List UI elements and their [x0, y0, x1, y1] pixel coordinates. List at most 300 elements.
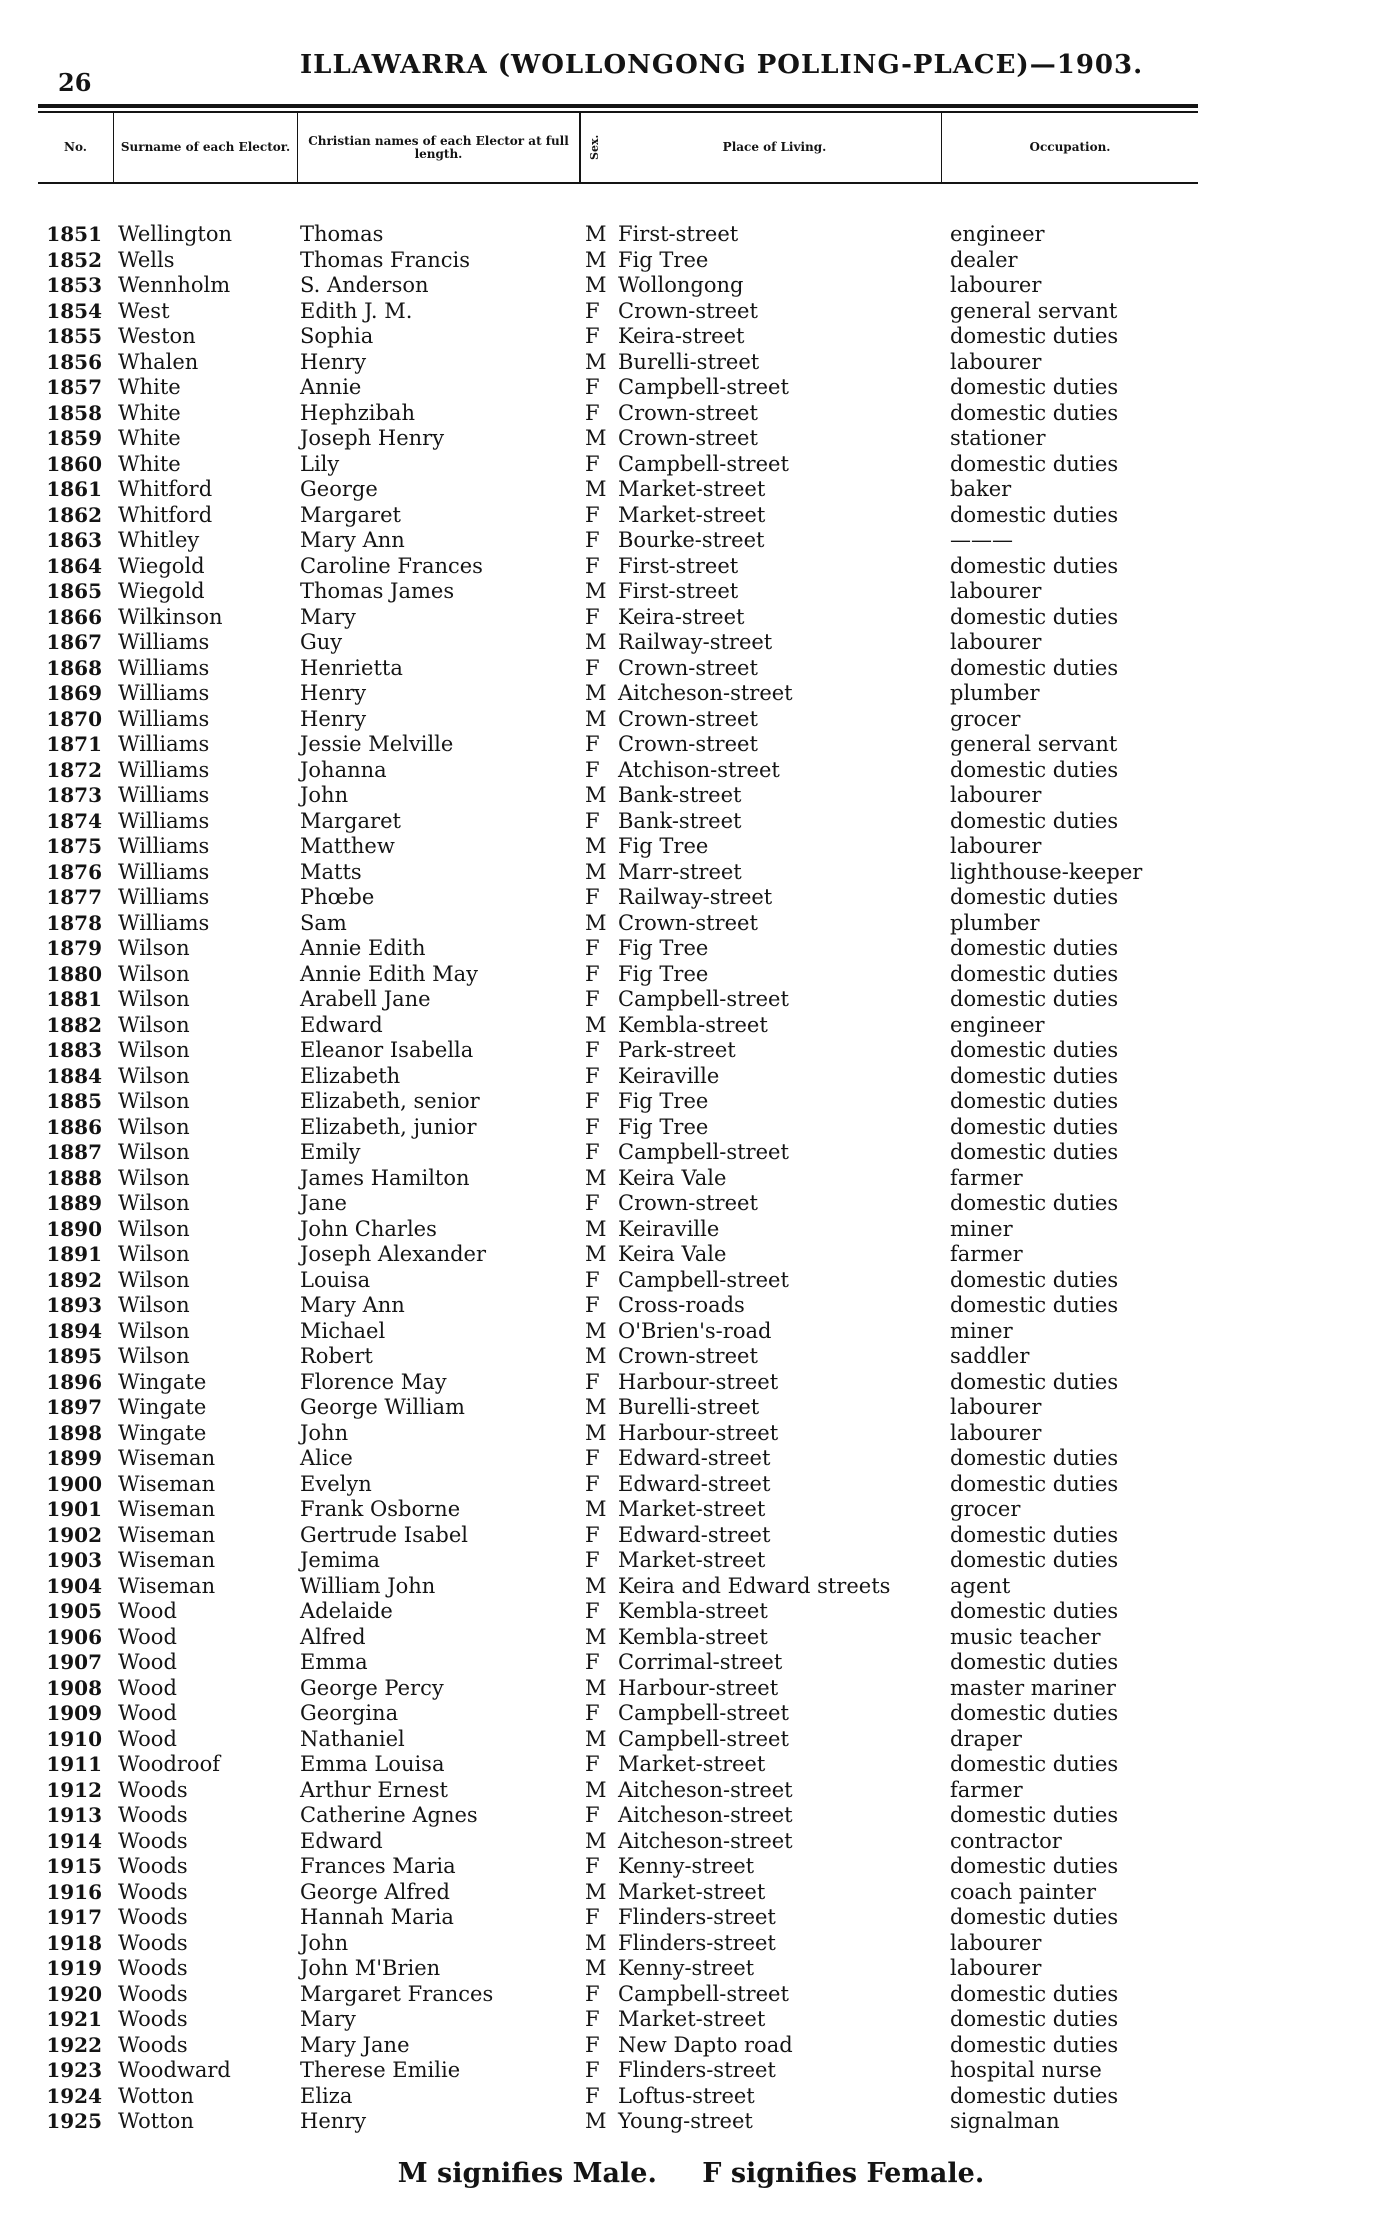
- table-row: [0, 681, 1382, 707]
- elector-place-of-living: Bank-street: [618, 783, 742, 807]
- elector-place-of-living: Crown-street: [618, 910, 758, 935]
- elector-sex: F: [585, 1267, 600, 1292]
- elector-occupation: domestic duties: [950, 2032, 1119, 2057]
- elector-place-of-living: Keira-street: [618, 324, 745, 348]
- elector-christian-names: Elizabeth, senior: [300, 1089, 480, 1113]
- elector-occupation: miner: [950, 1318, 1013, 1343]
- elector-number: 1872: [46, 757, 102, 782]
- elector-christian-names: Arthur Ernest: [300, 1777, 448, 1802]
- elector-occupation: domestic duties: [950, 1140, 1119, 1164]
- elector-place-of-living: Keira Vale: [618, 1165, 727, 1190]
- elector-sex: F: [585, 936, 600, 960]
- elector-occupation: domestic duties: [950, 655, 1119, 680]
- elector-number: 1868: [46, 655, 102, 680]
- elector-christian-names: Annie: [300, 375, 362, 399]
- elector-sex: M: [585, 1624, 607, 1649]
- elector-sex: F: [585, 1293, 600, 1317]
- elector-surname: Wiseman: [118, 1522, 216, 1547]
- elector-number: 1909: [46, 1701, 102, 1725]
- elector-occupation: domestic duties: [950, 1191, 1119, 1215]
- table-row: [0, 1115, 1382, 1141]
- table-row: [0, 1319, 1382, 1345]
- table-row: [0, 1497, 1382, 1523]
- elector-christian-names: Mary: [300, 604, 356, 629]
- elector-christian-names: Joseph Henry: [300, 426, 445, 450]
- elector-sex: M: [585, 1344, 607, 1368]
- elector-surname: Wilkinson: [118, 604, 223, 629]
- elector-place-of-living: Edward-street: [618, 1446, 771, 1470]
- elector-number: 1896: [46, 1369, 102, 1394]
- elector-surname: Wilson: [118, 1191, 190, 1215]
- sex-legend: [0, 2158, 1382, 2189]
- table-row: [0, 1293, 1382, 1319]
- elector-surname: Williams: [118, 757, 210, 782]
- table-row: [0, 248, 1382, 274]
- table-row: [0, 2058, 1382, 2084]
- elector-sex: M: [585, 834, 607, 858]
- table-row: [0, 1548, 1382, 1574]
- elector-christian-names: Jane: [300, 1191, 347, 1215]
- elector-sex: M: [585, 1675, 607, 1700]
- elector-place-of-living: Campbell-street: [618, 1267, 789, 1292]
- elector-sex: M: [585, 349, 607, 374]
- table-row: [0, 1676, 1382, 1702]
- table-row: [0, 860, 1382, 886]
- elector-sex: F: [585, 808, 600, 833]
- table-row: [0, 605, 1382, 631]
- elector-occupation: labourer: [950, 1420, 1042, 1445]
- elector-sex: F: [585, 451, 600, 476]
- elector-surname: Wilson: [118, 1089, 190, 1113]
- elector-christian-names: Thomas: [300, 222, 384, 246]
- elector-surname: Wilson: [118, 1216, 190, 1241]
- legend-female: F signifies Female.: [702, 2158, 985, 2189]
- elector-surname: Woods: [118, 1981, 188, 2006]
- elector-number: 1867: [46, 630, 102, 654]
- elector-christian-names: Hannah Maria: [300, 1905, 454, 1929]
- elector-christian-names: Mary Ann: [300, 528, 405, 552]
- elector-occupation: labourer: [950, 1930, 1042, 1955]
- elector-occupation: agent: [950, 1573, 1011, 1598]
- elector-surname: Wiegold: [118, 553, 205, 578]
- elector-number: 1902: [46, 1522, 102, 1547]
- table-row: [0, 911, 1382, 937]
- elector-surname: White: [118, 400, 181, 425]
- elector-place-of-living: Crown-street: [618, 1344, 758, 1368]
- elector-sex: F: [585, 1548, 600, 1572]
- elector-occupation: domestic duties: [950, 2007, 1119, 2031]
- elector-number: 1863: [46, 528, 102, 552]
- elector-occupation: farmer: [950, 1242, 1023, 1266]
- elector-sex: M: [585, 1828, 607, 1853]
- table-row: [0, 426, 1382, 452]
- elector-surname: Wotton: [118, 2083, 194, 2108]
- table-header: [38, 104, 1198, 184]
- elector-surname: Wells: [118, 247, 175, 272]
- elector-sex: M: [585, 1497, 607, 1521]
- column-header-no: No.: [38, 113, 114, 182]
- elector-sex: F: [585, 324, 600, 348]
- elector-number: 1860: [46, 451, 102, 476]
- elector-surname: Wennholm: [118, 273, 231, 297]
- elector-occupation: domestic duties: [950, 1701, 1119, 1725]
- table-row: [0, 1344, 1382, 1370]
- elector-occupation: ———: [950, 528, 1013, 552]
- elector-occupation: domestic duties: [950, 1038, 1119, 1062]
- elector-christian-names: Robert: [300, 1344, 373, 1368]
- elector-sex: M: [585, 910, 607, 935]
- elector-number: 1878: [46, 910, 102, 935]
- elector-sex: F: [585, 2032, 600, 2057]
- elector-surname: Wilson: [118, 936, 190, 960]
- elector-place-of-living: Fig Tree: [618, 936, 709, 960]
- elector-sex: F: [585, 1522, 600, 1547]
- elector-sex: F: [585, 375, 600, 399]
- elector-occupation: domestic duties: [950, 1803, 1119, 1827]
- table-row: [0, 707, 1382, 733]
- elector-sex: F: [585, 655, 600, 680]
- elector-occupation: labourer: [950, 349, 1042, 374]
- elector-place-of-living: Campbell-street: [618, 987, 789, 1011]
- elector-sex: F: [585, 1191, 600, 1215]
- elector-place-of-living: Loftus-street: [618, 2083, 755, 2108]
- elector-number: 1882: [46, 1012, 102, 1037]
- elector-sex: M: [585, 579, 607, 603]
- elector-occupation: signalman: [950, 2109, 1060, 2133]
- elector-place-of-living: Harbour-street: [618, 1420, 779, 1445]
- elector-occupation: stationer: [950, 426, 1046, 450]
- elector-number: 1874: [46, 808, 102, 833]
- elector-number: 1852: [46, 247, 102, 272]
- elector-surname: Wiseman: [118, 1573, 216, 1598]
- column-header-occupation: Occupation.: [1029, 140, 1111, 154]
- elector-surname: Williams: [118, 910, 210, 935]
- elector-number: 1904: [46, 1573, 102, 1598]
- elector-surname: Woods: [118, 1854, 188, 1878]
- elector-place-of-living: Fig Tree: [618, 1114, 709, 1139]
- elector-place-of-living: Campbell-street: [618, 1701, 789, 1725]
- elector-christian-names: Thomas James: [300, 579, 455, 603]
- elector-christian-names: Mary: [300, 2007, 356, 2031]
- elector-christian-names: Evelyn: [300, 1471, 372, 1496]
- elector-occupation: farmer: [950, 1165, 1023, 1190]
- elector-surname: Williams: [118, 706, 210, 731]
- table-row: [0, 528, 1382, 554]
- elector-sex: F: [585, 1599, 600, 1623]
- elector-christian-names: George: [300, 477, 378, 501]
- elector-occupation: plumber: [950, 681, 1040, 705]
- elector-christian-names: John: [300, 783, 349, 807]
- elector-surname: Williams: [118, 885, 210, 909]
- elector-sex: M: [585, 1012, 607, 1037]
- table-row: [0, 1854, 1382, 1880]
- table-row: [0, 987, 1382, 1013]
- elector-christian-names: Henry: [300, 681, 367, 705]
- elector-place-of-living: Campbell-street: [618, 451, 789, 476]
- elector-surname: Whitford: [118, 502, 213, 527]
- elector-christian-names: Gertrude Isabel: [300, 1522, 468, 1547]
- elector-number: 1879: [46, 936, 102, 960]
- elector-surname: Whalen: [118, 349, 199, 374]
- elector-number: 1880: [46, 961, 102, 986]
- elector-sex: M: [585, 247, 607, 272]
- elector-surname: Wood: [118, 1701, 177, 1725]
- table-row: [0, 1727, 1382, 1753]
- elector-sex: F: [585, 604, 600, 629]
- elector-christian-names: Henry: [300, 349, 367, 374]
- elector-occupation: coach painter: [950, 1879, 1096, 1904]
- table-row: [0, 1217, 1382, 1243]
- elector-place-of-living: Marr-street: [618, 859, 742, 884]
- elector-number: 1871: [46, 732, 102, 756]
- elector-surname: Williams: [118, 808, 210, 833]
- elector-surname: Woods: [118, 1905, 188, 1929]
- table-row: [0, 1982, 1382, 2008]
- table-row: [0, 2109, 1382, 2135]
- elector-surname: Wilson: [118, 1012, 190, 1037]
- table-row: [0, 1268, 1382, 1294]
- elector-christian-names: Emma: [300, 1650, 368, 1674]
- elector-number: 1907: [46, 1650, 102, 1674]
- elector-place-of-living: Crown-street: [618, 400, 758, 425]
- table-row: [0, 579, 1382, 605]
- elector-number: 1862: [46, 502, 102, 527]
- elector-surname: Wilson: [118, 961, 190, 986]
- table-row: [0, 1472, 1382, 1498]
- elector-christian-names: Frances Maria: [300, 1854, 456, 1878]
- elector-place-of-living: Cross-roads: [618, 1293, 745, 1317]
- elector-christian-names: Elizabeth, junior: [300, 1114, 477, 1139]
- elector-surname: Wood: [118, 1726, 177, 1751]
- elector-place-of-living: Kenny-street: [618, 1854, 755, 1878]
- elector-number: 1861: [46, 477, 102, 501]
- elector-sex: M: [585, 1242, 607, 1266]
- table-row: [0, 324, 1382, 350]
- elector-occupation: domestic duties: [950, 1471, 1119, 1496]
- elector-occupation: saddler: [950, 1344, 1030, 1368]
- elector-place-of-living: Campbell-street: [618, 1726, 789, 1751]
- elector-place-of-living: Aitcheson-street: [618, 1803, 793, 1827]
- elector-number: 1873: [46, 783, 102, 807]
- elector-christian-names: Eleanor Isabella: [300, 1038, 474, 1062]
- elector-place-of-living: Crown-street: [618, 426, 758, 450]
- elector-place-of-living: Burelli-street: [618, 349, 760, 374]
- elector-occupation: domestic duties: [950, 1369, 1119, 1394]
- elector-place-of-living: Campbell-street: [618, 1140, 789, 1164]
- elector-christian-names: Mary Jane: [300, 2032, 410, 2057]
- elector-place-of-living: Keiraville: [618, 1063, 720, 1088]
- column-header-sex: Sex.: [580, 113, 608, 182]
- table-row: [0, 885, 1382, 911]
- page-number: 26: [58, 68, 92, 97]
- elector-occupation: domestic duties: [950, 1650, 1119, 1674]
- elector-christian-names: George Percy: [300, 1675, 444, 1700]
- elector-christian-names: William John: [300, 1573, 436, 1598]
- table-row: [0, 1880, 1382, 1906]
- elector-place-of-living: Campbell-street: [618, 375, 789, 399]
- table-row: [0, 732, 1382, 758]
- elector-christian-names: John: [300, 1420, 349, 1445]
- elector-sex: M: [585, 681, 607, 705]
- table-row: [0, 1446, 1382, 1472]
- table-row: [0, 1599, 1382, 1625]
- elector-number: 1892: [46, 1267, 102, 1292]
- elector-place-of-living: Market-street: [618, 1497, 766, 1521]
- elector-surname: Wood: [118, 1650, 177, 1674]
- elector-surname: Wilson: [118, 1344, 190, 1368]
- table-row: [0, 1574, 1382, 1600]
- elector-sex: F: [585, 2058, 600, 2082]
- elector-number: 1876: [46, 859, 102, 884]
- elector-number: 1895: [46, 1344, 102, 1368]
- elector-christian-names: Annie Edith: [300, 936, 426, 960]
- elector-surname: Williams: [118, 655, 210, 680]
- elector-christian-names: George Alfred: [300, 1879, 450, 1904]
- elector-place-of-living: Railway-street: [618, 630, 773, 654]
- elector-christian-names: Catherine Agnes: [300, 1803, 478, 1827]
- elector-sex: M: [585, 1726, 607, 1751]
- elector-sex: M: [585, 1879, 607, 1904]
- elector-occupation: domestic duties: [950, 1981, 1119, 2006]
- elector-sex: F: [585, 1038, 600, 1062]
- elector-place-of-living: Aitcheson-street: [618, 681, 793, 705]
- elector-christian-names: Jessie Melville: [300, 732, 454, 756]
- elector-surname: Wiseman: [118, 1497, 216, 1521]
- table-row: [0, 630, 1382, 656]
- elector-number: 1919: [46, 1956, 102, 1980]
- elector-number: 1925: [46, 2109, 102, 2133]
- elector-surname: Wilson: [118, 1063, 190, 1088]
- elector-place-of-living: Railway-street: [618, 885, 773, 909]
- elector-christian-names: Adelaide: [300, 1599, 393, 1623]
- elector-sex: F: [585, 1471, 600, 1496]
- elector-place-of-living: Kembla-street: [618, 1599, 768, 1623]
- elector-occupation: domestic duties: [950, 1063, 1119, 1088]
- elector-surname: Wilson: [118, 1242, 190, 1266]
- elector-place-of-living: Edward-street: [618, 1522, 771, 1547]
- elector-sex: F: [585, 961, 600, 986]
- elector-surname: Wilson: [118, 1293, 190, 1317]
- table-row: [0, 1370, 1382, 1396]
- elector-christian-names: Margaret Frances: [300, 1981, 494, 2006]
- elector-place-of-living: Flinders-street: [618, 1905, 776, 1929]
- elector-place-of-living: Flinders-street: [618, 2058, 776, 2082]
- elector-christian-names: Louisa: [300, 1267, 371, 1292]
- elector-surname: Wood: [118, 1624, 177, 1649]
- elector-number: 1866: [46, 604, 102, 629]
- elector-surname: Williams: [118, 732, 210, 756]
- elector-christian-names: Edith J. M.: [300, 298, 413, 323]
- elector-occupation: general servant: [950, 732, 1118, 756]
- elector-occupation: domestic duties: [950, 1267, 1119, 1292]
- elector-sex: F: [585, 528, 600, 552]
- elector-surname: Wiseman: [118, 1446, 216, 1470]
- elector-christian-names: John Charles: [300, 1216, 437, 1241]
- elector-surname: Wilson: [118, 1267, 190, 1292]
- elector-sex: M: [585, 1930, 607, 1955]
- elector-surname: Wilson: [118, 1140, 190, 1164]
- elector-surname: Wiseman: [118, 1471, 216, 1496]
- elector-christian-names: Margaret: [300, 808, 401, 833]
- elector-sex: M: [585, 1395, 607, 1419]
- elector-christian-names: Arabell Jane: [300, 987, 431, 1011]
- elector-surname: Wilson: [118, 1114, 190, 1139]
- elector-occupation: plumber: [950, 910, 1040, 935]
- legend-male: M signifies Male.: [397, 2158, 657, 2189]
- elector-number: 1903: [46, 1548, 102, 1572]
- table-row: [0, 1523, 1382, 1549]
- elector-christian-names: S. Anderson: [300, 273, 429, 297]
- elector-place-of-living: Market-street: [618, 502, 766, 527]
- elector-occupation: labourer: [950, 1956, 1042, 1980]
- elector-number: 1913: [46, 1803, 102, 1827]
- elector-christian-names: Hephzibah: [300, 400, 415, 425]
- table-row: [0, 1013, 1382, 1039]
- elector-surname: Williams: [118, 630, 210, 654]
- elector-place-of-living: Keira and Edward streets: [618, 1573, 891, 1598]
- elector-surname: Woods: [118, 2032, 188, 2057]
- elector-place-of-living: Crown-street: [618, 1191, 758, 1215]
- elector-sex: M: [585, 706, 607, 731]
- elector-place-of-living: Young-street: [618, 2109, 753, 2133]
- table-row: [0, 1829, 1382, 1855]
- elector-number: 1886: [46, 1114, 102, 1139]
- elector-place-of-living: New Dapto road: [618, 2032, 793, 2057]
- elector-christian-names: Alice: [300, 1446, 353, 1470]
- elector-christian-names: Sam: [300, 910, 347, 935]
- elector-place-of-living: Market-street: [618, 1752, 766, 1776]
- elector-surname: Wilson: [118, 1038, 190, 1062]
- elector-place-of-living: Crown-street: [618, 655, 758, 680]
- elector-christian-names: Johanna: [300, 757, 387, 782]
- elector-surname: White: [118, 426, 181, 450]
- elector-number: 1901: [46, 1497, 102, 1521]
- elector-occupation: domestic duties: [950, 1114, 1119, 1139]
- elector-sex: M: [585, 426, 607, 450]
- elector-sex: F: [585, 1854, 600, 1878]
- table-row: [0, 834, 1382, 860]
- elector-occupation: lighthouse-keeper: [950, 859, 1143, 884]
- elector-sex: M: [585, 2109, 607, 2133]
- elector-christian-names: Henry: [300, 2109, 367, 2133]
- table-row: [0, 758, 1382, 784]
- table-row: [0, 2007, 1382, 2033]
- elector-place-of-living: Park-street: [618, 1038, 736, 1062]
- elector-surname: Weston: [118, 324, 196, 348]
- elector-surname: Whitford: [118, 477, 213, 501]
- elector-occupation: hospital nurse: [950, 2058, 1102, 2082]
- elector-occupation: domestic duties: [950, 451, 1119, 476]
- elector-occupation: domestic duties: [950, 808, 1119, 833]
- elector-sex: M: [585, 859, 607, 884]
- elector-number: 1858: [46, 400, 102, 425]
- elector-surname: West: [118, 298, 170, 323]
- elector-occupation: domestic duties: [950, 936, 1119, 960]
- table-row: [0, 962, 1382, 988]
- elector-place-of-living: Crown-street: [618, 732, 758, 756]
- elector-occupation: miner: [950, 1216, 1013, 1241]
- elector-surname: Williams: [118, 859, 210, 884]
- elector-surname: Woodward: [118, 2058, 231, 2082]
- elector-occupation: farmer: [950, 1777, 1023, 1802]
- elector-number: 1865: [46, 579, 102, 603]
- elector-sex: M: [585, 1777, 607, 1802]
- table-row: [0, 1421, 1382, 1447]
- elector-place-of-living: Fig Tree: [618, 1089, 709, 1113]
- elector-surname: Wiegold: [118, 579, 205, 603]
- elector-number: 1897: [46, 1395, 102, 1419]
- table-row: [0, 936, 1382, 962]
